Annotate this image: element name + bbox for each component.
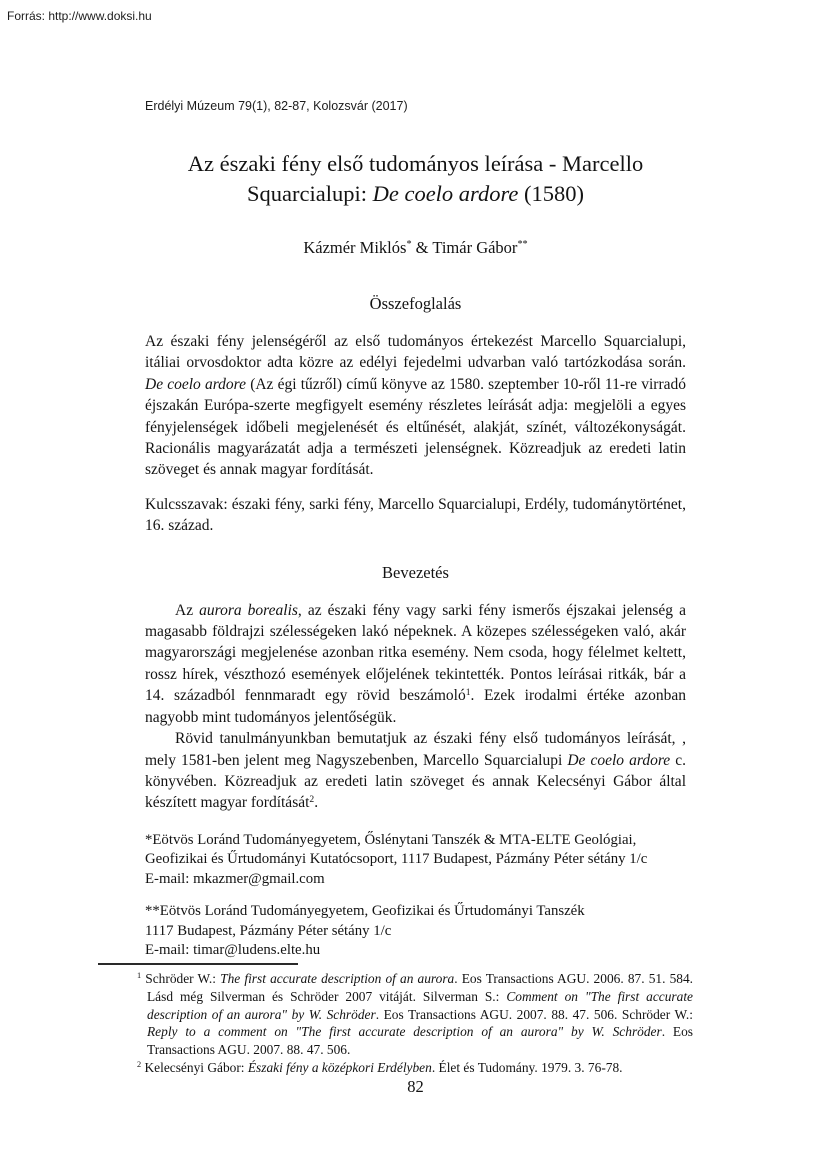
article-title: Az északi fény első tudományos leírása - Marcello Squarcialupi: De coelo ardore (1580) xyxy=(187,151,644,206)
article-body xyxy=(145,99,686,814)
affiliation-author-2 xyxy=(145,902,692,960)
introduction-heading: Bevezetés xyxy=(382,562,449,582)
footnote-1: $^1$ Schröder W.: The first accurate description of an aurora. Eos Transactions AGU. 2006. 87. 51. 584. Lásd még Silverman és Schröder 2007 vitáját. Silverman S.: Comment on "The first accurate description of an aurora" by W. Schröder. Eos Transactions AGU. 2007. 88. 47. 506. Schröder W.: Reply to a comment on "The first accurate description of an aurora" by W. Schröder. Eos Transactions AGU. 2007. 88. 47. 506. xyxy=(137,971,693,1058)
affiliation-line: **Eötvös Loránd Tudományegyetem, Geofizikai és Űrtudományi Tanszék xyxy=(145,903,585,920)
abstract-paragraph: Az északi fény jelenségéről az első tudományos értekezést Marcello Squarcialupi, itáliai orvosdoktor adta közre az edélyi fejedelmi udvarban való tartózkodása során. De coelo ardore (Az égi tűzről) című könyve az 1580. szeptember 10-ről 11-re virradó éjszakán Európa-szerte megfigyelt esemény részletes leírását adja: megjelöli a egyes fényjelenségek időbeli megjelenését és eltűnését, alakját, színét, változékonyságát. Racionális magyarázatát adja a természeti jelenségnek. Közreadjuk az eredeti latin szöveget és annak magyar fordítását. xyxy=(145,333,686,479)
source-url-label: Forrás: http://www.doksi.hu xyxy=(7,9,152,23)
footnote-2: $^2$ Kelecsényi Gábor: Északi fény a középkori Erdélyben. Élet és Tudomány. 1979. 3. 76-78. xyxy=(137,1059,623,1075)
footnote-separator xyxy=(98,963,298,965)
abstract-heading: Összefoglalás xyxy=(369,294,462,313)
affiliation-author-1 xyxy=(145,831,692,889)
introduction-paragraph-2: Rövid tanulmányunkban bemutatjuk az északi fény első tudományos leírását, , mely 1581-ben jelent meg Nagyszebenben, Marcello Squarcialupi De coelo ardore c. könyvében. Közreadjuk az eredeti latin szöveget és annak Kelecsényi Gábor által készített magyar fordítását$^2$. xyxy=(145,730,686,812)
authors-line: Kázmér Miklós* & Timár Gábor** xyxy=(303,238,528,257)
footnotes-block xyxy=(137,970,693,1077)
affiliation-line: Geofizikai és Űrtudományi Kutatócsoport, 1117 Budapest, Pázmány Péter sétány 1/c xyxy=(145,851,648,868)
affiliation-line: 1117 Budapest, Pázmány Péter sétány 1/c xyxy=(145,922,392,939)
introduction-paragraph-1: Az aurora borealis, az északi fény vagy sarki fény ismerős éjszakai jelenség a magasabb földrajzi szélességeken lakó népeknek. A közepes szélességeken való, akár magyarországi megjelenése azonban ritka esemény. Nem csoda, hogy félelmet keltett, rossz hírek, vészthozó események előjelének tekintették. Pontos leírásai ritkák, bár a 14. századból fennmaradt egy rövid beszámoló$^1$. Ezek irodalmi értéke azonban nagyobb mint tudományos jelentőségük. xyxy=(145,601,686,726)
affiliation-email-line: E-mail: mkazmer@gmail.com xyxy=(145,870,325,887)
journal-header: Erdélyi Múzeum 79(1), 82-87, Kolozsvár (2017) xyxy=(145,99,408,113)
affiliations-block xyxy=(145,831,692,960)
keywords-line: Kulcsszavak: északi fény, sarki fény, Marcello Squarcialupi, Erdély, tudománytörténet, 16. század. xyxy=(145,495,686,535)
affiliation-line: *Eötvös Loránd Tudományegyetem, Őslénytani Tanszék & MTA-ELTE Geológiai, xyxy=(145,832,637,848)
affiliation-email-line: E-mail: timar@ludens.elte.hu xyxy=(145,942,321,959)
page-number: 82 xyxy=(407,1077,424,1096)
